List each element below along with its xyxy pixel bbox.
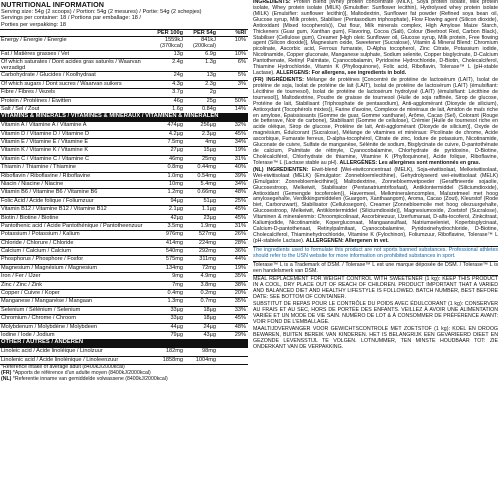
nutrient-row	[0, 130, 248, 138]
value-per-100g: 33µg	[170, 315, 183, 322]
nutrient-label: Folic Acid / Acide folique / Foliumzuur	[1, 197, 94, 204]
nutrient-row	[0, 205, 248, 213]
value-ri: 45%	[234, 214, 246, 221]
footnote-line	[1, 377, 247, 383]
footnote-lang-tag: (FR)	[1, 369, 12, 376]
value-per-100g: 7.5mg	[167, 139, 183, 145]
value-per-100g: 2.1µg	[168, 206, 183, 213]
value-per-serving: 23µg	[203, 214, 216, 221]
macro-rows	[0, 36, 248, 113]
value-ri: 32%	[234, 122, 246, 129]
value-ri: 26%	[234, 231, 246, 238]
value-per-serving: 0.2mg	[200, 290, 216, 297]
value-per-serving: 256µg	[200, 122, 216, 129]
ingredients-panel	[250, 0, 500, 500]
nutrient-row	[0, 239, 248, 247]
value-per-100g: 1858mg	[162, 356, 183, 363]
nutrient-label: Niacin / Niacine / Niacine	[1, 180, 64, 187]
nutrient-label: Energy / Énergie / Energie	[1, 37, 67, 44]
value-ri: 45%	[234, 315, 246, 322]
nutrient-label: Carbohydrate / Glucides / Koolhydraat	[1, 72, 96, 79]
value-per-100g: 33µg	[170, 306, 183, 313]
nutrient-label: Linolenic acid / Acide linolénique / Linoleenzuur	[1, 356, 119, 363]
value-per-100g: 0.8mg	[167, 164, 183, 171]
nutrient-label: Riboflavin / Riboflavine / Riboflavine	[1, 172, 91, 179]
nutrient-row	[0, 222, 248, 230]
value-ri: 39%	[234, 172, 246, 179]
value-ri: 34%	[234, 139, 246, 145]
nutrient-label: Calcium / Calcium / Calcium	[1, 248, 71, 255]
footnote-text: *Referentie inname van gemiddelde volwassene (8400kJ/2000kcal)	[11, 375, 168, 382]
nutrient-label: Vitamin A / Vitamine A / Vitamine A	[1, 122, 87, 129]
value-ri: 31%	[234, 222, 246, 229]
vitamins-header: VITAMINS & MINERALS / VITAMINES & MINÉRAUX / VITAMINEN & MINERALEN	[0, 113, 248, 121]
nutrient-label: Selenium / Sélénium / Selenium	[1, 306, 81, 313]
value-ri: 10%	[234, 50, 246, 57]
value-per-100g: 414mg	[165, 239, 183, 246]
nutrient-row	[0, 88, 248, 96]
ingredients-nl-title: (NL) INGREDIENTEN:	[253, 166, 309, 173]
ingredients-fr-title: (FR) INGRÉDIENTS:	[253, 76, 304, 83]
value-ri: 19%	[234, 147, 246, 154]
trademark-note: Tolerase™ L is a Trademark of DSM. / Tolerase™ L est une marque déposée de DSM. / Tolerase™ L is een handelsmerk van DSM.	[253, 261, 498, 274]
value-ri: 35%	[234, 298, 246, 305]
value-per-100g: 474µg	[167, 122, 183, 129]
value-per-serving: 4mg	[205, 139, 216, 145]
nutrition-panel	[0, 0, 248, 500]
value-per-100g: 3.7g	[172, 89, 183, 96]
nutrient-label: Salt / Sel / Zout	[1, 106, 40, 113]
value-ri: 45%	[234, 130, 246, 137]
footnotes	[0, 364, 248, 382]
nutrient-label: Vitamin C / Vitamine C / Vitamine C	[1, 155, 89, 162]
value-per-serving: 1.1µg	[201, 206, 216, 213]
nutrient-label: Vitamin B12 / Vitamine B12 / Vitamine B12	[1, 206, 107, 213]
value-per-100g: 42µg	[170, 214, 183, 221]
value-per-serving: 2.3g	[205, 80, 216, 87]
value-per-serving: 25mg	[202, 155, 216, 162]
value-per-serving: 5.4mg	[200, 180, 216, 187]
nutrient-label: Iodine / Iode / Jodium	[1, 331, 55, 338]
column-headers	[0, 29, 248, 36]
value-ri: 29%	[234, 331, 246, 338]
other-rows	[0, 347, 248, 364]
value-per-serving: 43µg	[203, 331, 216, 338]
value-per-serving: 1004mg	[195, 356, 216, 363]
nutrient-row	[0, 155, 248, 163]
value-per-100g: 1559kJ (370kcal)	[159, 37, 183, 50]
value-per-serving: 18µg	[203, 306, 216, 313]
ingredients-nl	[253, 168, 498, 245]
value-per-100g: 27µg	[170, 147, 183, 154]
value-per-serving: 0.66mg	[197, 189, 216, 196]
nutrient-label: Magnesium / Magnésium / Magnesium	[1, 264, 98, 271]
nutrient-label: Copper / Cuivre / Koper	[1, 290, 60, 297]
value-ri: 44%	[234, 256, 246, 263]
footnote-text: *Apports de référence d'un adulte moyen (8400kJ/2000kcal)	[11, 369, 151, 376]
value-ri: 48%	[234, 189, 246, 196]
value-per-100g: 976mg	[165, 231, 183, 238]
value-ri: 48%	[234, 323, 246, 330]
ingredients-en	[253, 0, 498, 77]
nutrient-row	[0, 297, 248, 305]
nutrient-row	[0, 36, 248, 50]
value-per-100g: 79µg	[170, 331, 183, 338]
nutrient-label: Vitamin K / Vitamine K / Vitamine K	[1, 147, 89, 154]
nutrient-label: Vitamin E / Vitamine E / Vitamine E	[1, 139, 89, 145]
value-per-100g: 4.2µg	[168, 130, 183, 137]
value-per-serving: 98mg	[202, 348, 216, 355]
value-per-serving: 2g	[209, 89, 216, 96]
value-per-serving: 24µg	[203, 323, 216, 330]
col-header-ri: %RI	[235, 29, 246, 36]
other-header: OTHER / AUTRES / ANDEREN	[0, 339, 248, 347]
nutrient-row	[0, 214, 248, 222]
nutrient-row	[0, 289, 248, 297]
nutrient-row	[0, 331, 248, 339]
nutrient-label: Manganese / Manganèse / Mangaan	[1, 298, 93, 305]
value-per-100g: 1.6g	[172, 106, 183, 113]
nutrient-row	[0, 347, 248, 355]
nutrient-label: Biotin / Biotine / Biotine	[1, 214, 59, 221]
value-ri: 19%	[234, 264, 246, 271]
serving-line: Porties per verpakking: 18	[1, 21, 66, 28]
nutrient-row	[0, 247, 248, 255]
nutrient-row	[0, 281, 248, 289]
value-per-serving: 0.84g	[202, 106, 216, 113]
allergens-fr: ALLERGÈNES: Les allergènes sont mentionnés en gras.	[339, 159, 481, 166]
ingredients-text: Protein Blend [Whey protein concentrate (MILK), Soya protein isolate, Milk protein isolate, Whey protein isolate (MILK) (Emulsifier: Sunflower lecithin), Hydrolysed whey protein isolate (MILK) (Emulsifier: sunflower lecithin)], Maltodextrin, Sunflower fat powder (Refined soya bean oil, Glucose syrup, Milk protein, Stabiliser (Pentasodium triphosphate), Flow Flowing agent (Silicon dioxide), Antioxidant (Mixed tocopherols)), Oat flour, Milk minerals complex, High Amylose Maize Starch, Thickeners (Guar gum, Xanthan gum), Flavoring, Cocoa (Salt), Colour (Beetroot Red, Carbon Black), Stabiliser (Cellulose gum), Creamer [High oleic Sunflower oil, Glucose syrup, Milk protein, Free flowing agent (Silicon dioxide)], Magnesium oxide, Sweetener (Sucralose), Vitamin & Mineral Blend: Chromium picolinate, Ascorbic acid, Ferrous fumarate, D-Alpha tocopherol, Zinc Citrate, Potassium iodide, Nicotinamide, Copper gluconate, Manganese sulphate, Sodium selenite, Copper bisglycinate, D-Calcium Pantothenate, Retinyl Palmitate, Cyanocobalamin, Pyridoxine Hydrochloride, D-Biotin, Cholecalciferol, Thiamine Hydrochloride, Vitamin K (Phylloquinone), Folic acid, Riboflavin, Tolerase™ L (pH-stable Lactase).	[253, 0, 498, 77]
value-ri: 38%	[234, 281, 246, 288]
nutrient-label: Vitamin D / Vitamine D / Vitamine D	[1, 130, 89, 137]
ingredients-nl-text: Eiwit-blend [Wei-eiwitconcentraat (MELK), Soja-eiwitisolaat, Melkeiwitisolaat, Wei-eiwitisolaat (MELK) (Emulgator: Zonnebloemlecithine), Gehydrolyseerd wei-eiwitisolaat (MELK) (Emulgator: Zonnebloemlecithine)], Maltodextrine, Zonnebloemvetpoeder (Geraffineerde sojaolie, Glucosestroop, Melkeiwit, Stabilisator (Pentanatriumtrifosfaat), Antiklontermiddel (Siliciumdioxide), Antioxidant (Gemengde tocoferolen)), Havermeel, Melkmineralencomplex, Maïszetmeel met hoog amylosegehalte, Verdikkingsmiddelen (Guargom, Xanthaangom), Aroma, Cacao (Zout), Kleurstof (Rode biet, Carbonzwart), Stabilisator (Cellulosegom), Creamer [Zonnebloemolie met hoog oliezuurgehalte, Glucosestroop, Melkeiwit, Antiklontermiddel (Siliciumdioxide)], Magnesiumoxide, Zoetstof (Sucralose), Vitaminen & mineralenmix: Chroompicolinaat, Ascorbinezuur, IJzerfumaraat, D-alfa-tocoferol, Zinkcitraat, Kaliumjodide, Nicotinamide, Kopergluconaat, Mangaansulfaat, Natriumseleniet, Koperbisglycinaat, Calcium-D-pantothenaat, Retinylpalmitaat, Cyanocobalamine, Pyridoxinehydrochloride, D-Biotine, Cholecalciferol, Thiaminehydrochloride, Vitamine K (Fylochinon), Foliumzuur, Riboflavine, Tolerase™ L (pH-stabiele Lactase).	[253, 166, 498, 244]
value-per-serving: 18µg	[203, 315, 216, 322]
col-header-per-100g: PER 100g	[157, 29, 183, 36]
nutrient-label: Zinc / Zinc / Zink	[1, 281, 43, 288]
nutrient-label: Potassium / Potassium / Kalium	[1, 231, 80, 238]
nutrient-label: Of which saturates / Dont acides gras saturés / Waarvan verzadigd	[1, 58, 141, 72]
nutrient-row	[0, 172, 248, 180]
nutrient-label: Pantothenic acid / Acide Pantothénique / Pantotheenzuur	[1, 222, 143, 229]
nutrient-label: Chloride / Chlorure / Chloride	[1, 239, 74, 246]
value-per-100g: 3.5mg	[167, 222, 183, 229]
usage-nl: MAALTIJDVERVANGER VOOR GEWICHTSCONTROLE MET ZOETSTOF (1 kg): KOEL EN DROOG BEWAREN, BUITEN BEREIK VAN KINDEREN. HET IS BELANGRIJK EEN GEVARIEERD DIEET EN GEZONDE LEVENSSTIJL TE VOLGEN. LOTNUMMER, TEN MINSTE HOUDBAAR TOT: ZIE ONDERKANT VAN DE VERPAKKING.	[253, 325, 498, 350]
nutrient-row	[0, 71, 248, 79]
nutrient-row	[0, 180, 248, 188]
nutrient-row	[0, 146, 248, 154]
ingredients-fr	[253, 78, 498, 167]
value-per-serving: 1.9mg	[200, 222, 216, 229]
value-ri: 28%	[234, 239, 246, 246]
value-per-serving: 72mg	[202, 264, 216, 271]
value-ri: 20%	[234, 290, 246, 297]
value-per-100g: 575mg	[165, 256, 183, 263]
value-per-100g: 10mg	[169, 180, 183, 187]
value-per-100g: 24g	[173, 72, 183, 79]
value-per-100g: 1.2mg	[167, 189, 183, 196]
nutrient-row	[0, 314, 248, 322]
nutrient-row	[0, 50, 248, 58]
nutrient-label: Thiamin / Thiamine / Thiamine	[1, 164, 77, 171]
value-per-serving: 3.8mg	[200, 281, 216, 288]
usage-en: MEAL REPLACEMENT FOR WEIGHT CONTROL WITH SWEETENER (1 kg): KEEP THIS PRODUCT IN A COOL, DRY PLACE OUT OF REACH OF CHILDREN. PRODUCT IMPORTANT THAT A VARIED AND BALANCED DIET AND HEALTHY LIFESTYLE IS FOLLOWED. BATCH NUMBER, BEST BEFORE DATE: SEE BOTTOM OF CONTAINER.	[253, 276, 498, 301]
value-per-serving: 2.3µg	[201, 130, 216, 137]
value-per-100g: 540mg	[165, 248, 183, 255]
nutrient-row	[0, 272, 248, 280]
nutrient-label: Iron / Fer / IJzer	[1, 273, 41, 280]
value-per-serving: 25g	[206, 97, 216, 104]
col-header-per-serving: PER 54g	[193, 29, 216, 36]
value-ri: 33%	[234, 306, 246, 313]
nutrient-label: Molybdenum / Molybdène / Molybdeen	[1, 323, 98, 330]
value-ri: 5%	[237, 72, 246, 79]
value-per-serving: 15µg	[203, 147, 216, 154]
value-ri: 25%	[234, 197, 246, 204]
value-per-serving: 527mg	[198, 231, 216, 238]
nutrient-label: Linoleic acid / Acide linoléique / Linolzuur	[1, 348, 103, 355]
value-ri: 35%	[234, 273, 246, 280]
nutrient-label: Of which sugars / Dont sucres / Waarvan suikers	[1, 80, 122, 87]
allergens-en: ALLERGENS: For allergens, see ingredients in bold.	[276, 70, 407, 77]
value-per-serving: 0.44mg	[197, 164, 216, 171]
nutrient-row	[0, 138, 248, 146]
ingredients-fr-text: Mélange de protéines [Concentré de protéine de lactosérum (LAIT), Isolat de protéine de soja, Isolat de protéine de lait (LAIT), Isolat de protéine de lactosérum (LAIT) (émulsifiant: Lécithine de tournesol), Isolat de protéine de lactosérum hydrolysé (LAIT) (émulsifiant: Lécithine de tournesol)], Maltodextrine, Poudre de graisse de tournesol (Huile de soja raffinée, Sirop de glucose, Protéine de lait, Stabilisant (Triphosphate de pentasodium), Anti-agglomérant (Dioxyde de silicium), Antioxydant (Tocophérols mixtes)), Farine d'avoine, Complexe de minéraux de lait, Amidon de maïs riche en amylose, Épaississants (Gomme de guar, Gomme xanthane), Arôme, Cacao (Sel), Colorant (Rouge de betterave, Noir de carbone), Stabilisant (Gomme de cellulose), Crémier [Huile de tournesol riche en acide oléique, Sirop de glucose, Protéine de lait, Anti-agglomérant (Dioxyde de silicium)], Oxyde de magnésium, Édulcorant (Sucralose), Mélange de vitamines et minéraux: Picolinate de chrome, Acide ascorbique, Fumarate ferreux, D-alpha-tocophérol, Citrate de zinc, Iodure de potassium, Nicotinamide, Gluconate de cuivre, Sulfate de manganèse, Sélénite de sodium, Bisglycinate de cuivre, D-pantothénate de calcium, Palmitate de rétinyle, Cyanocobalamine, Chlorhydrate de pyridoxine, D-Biotine, Cholécalciférol, Chlorhydrate de thiamine, Vitamine K (Phylloquinone), Acide folique, Riboflavine, Tolerase™ L (Lactase stable au pH).	[253, 76, 498, 166]
value-per-100g: 0.4mg	[167, 290, 183, 297]
value-per-serving: 51µg	[203, 197, 216, 204]
usage-fr: SUBSTITUT DE REPAS POUR LE CONTRÔLE DU POIDS AVEC ÉDULCORANT (1 kg): CONSERVER AU FRAIS ET AU SEC, HORS DE PORTÉE DES ENFANTS. VEILLEZ À AVOIR UNE ALIMENTATION VARIÉE ET UN MODE DE VIE SAIN. NUMÉRO DE LOT & À CONSOMMER DE PRÉFÉRENCE AVANT: VOIR FOND DE L'EMBALLAGE.	[253, 301, 498, 325]
nutrient-row	[0, 121, 248, 129]
value-ri: 36%	[234, 248, 246, 255]
ingredients-title: INGREDIENTS:	[253, 0, 291, 5]
value-per-100g: 182mg	[165, 348, 183, 355]
value-ri: 31%	[234, 155, 246, 162]
value-ri: 34%	[234, 180, 246, 187]
value-per-100g: 13g	[173, 50, 183, 57]
sport-note: The ingredients used to formulate this product are not sports banned substances. Professional athletes should refer to the USN website for more information on prohibited substances in sport.	[253, 246, 498, 259]
value-ri: 10%	[234, 37, 246, 44]
value-per-serving: 1.3g	[205, 58, 216, 65]
nutrient-label: Protein / Protéines / Eiwitten	[1, 97, 72, 104]
value-per-100g: 1.0mg	[167, 172, 183, 179]
nutrient-label: Vitamin B6 / Vitamine B6 / Vitamine B6	[1, 189, 98, 196]
nutrient-row	[0, 80, 248, 88]
value-ri: 14%	[234, 106, 246, 113]
value-per-100g: 46g	[173, 97, 183, 104]
value-ri: 40%	[234, 164, 246, 171]
footnote-lang-tag: (NL)	[1, 375, 12, 382]
serving-info	[0, 9, 248, 28]
value-ri: 6%	[237, 58, 246, 65]
nutrient-row	[0, 255, 248, 263]
value-per-serving: 4.9mg	[200, 273, 216, 280]
nutrient-label: Fibre / Fibres / Vezels	[1, 89, 56, 96]
nutrient-row	[0, 356, 248, 364]
value-per-serving: 6.9g	[205, 50, 216, 57]
value-ri: 50%	[234, 97, 246, 104]
nutrient-row	[0, 97, 248, 105]
serving-line: Serving size: 54g (2 scoops) / Portion: 54g (2 mesures) / Portie: 54g (2 schepjes)	[1, 9, 202, 16]
value-per-100g: 94µg	[170, 197, 183, 204]
value-ri: 3%	[237, 80, 246, 87]
nutrient-row	[0, 323, 248, 331]
value-per-serving: 841kJ (200kcal)	[192, 37, 216, 50]
nutrient-label: Fat / Matières grasses / Vet	[1, 50, 70, 57]
allergens-nl: ALLERGENEN: Allergenen in vet.	[305, 237, 389, 244]
nutrient-row	[0, 163, 248, 171]
footnote-text: *Reference intake of average adult (8400kJ/2000kcal)	[1, 363, 125, 370]
value-per-100g: 7mg	[172, 281, 183, 288]
nutrient-row	[0, 188, 248, 196]
value-per-100g: 1.3mg	[167, 298, 183, 305]
nutrient-row	[0, 264, 248, 272]
nutrient-row	[0, 306, 248, 314]
nutrient-label: Chromium / Chrome / Chroom	[1, 315, 76, 322]
value-per-100g: 134mg	[165, 264, 183, 271]
nutrient-row	[0, 197, 248, 205]
nutrient-row	[0, 230, 248, 238]
nutrition-title: NUTRITIONAL INFORMATION	[1, 0, 105, 9]
value-per-serving: 13g	[206, 72, 216, 79]
nutrient-row	[0, 58, 248, 72]
value-per-100g: 2.4g	[172, 58, 183, 65]
value-per-100g: 44µg	[170, 323, 183, 330]
value-per-serving: 0.7mg	[200, 298, 216, 305]
value-per-serving: 311mg	[199, 256, 216, 263]
value-per-100g: 9mg	[172, 273, 183, 280]
value-per-serving: 0.54mg	[197, 172, 216, 179]
value-per-100g: 46mg	[169, 155, 183, 162]
serving-line: Servings per container: 18 / Portions par emballage: 18 /	[1, 15, 141, 22]
vitamin-rows	[0, 121, 248, 339]
nutrient-label: Phosphorus / Phosphore / Fosfor	[1, 256, 84, 263]
value-per-serving: 292mg	[198, 248, 216, 255]
value-per-100g: 4.3g	[172, 80, 183, 87]
value-ri: 45%	[234, 206, 246, 213]
value-per-serving: 224mg	[198, 239, 216, 246]
